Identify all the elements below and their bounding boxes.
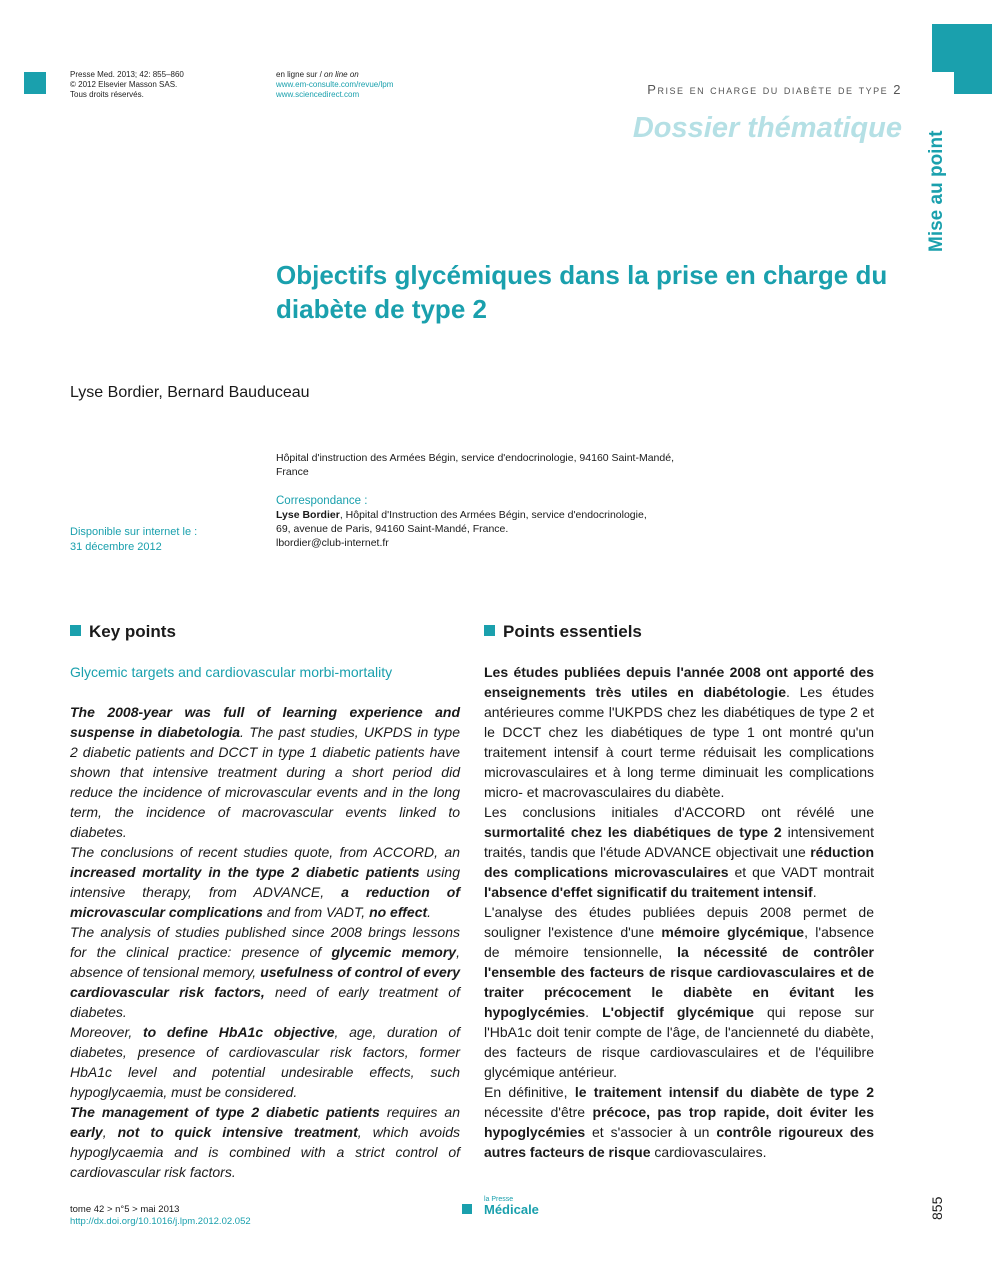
page-number (926, 1186, 948, 1222)
affiliation: Hôpital d'instruction des Armées Bégin, service d'endocrinologie, 94160 Saint-Mandé, France (276, 452, 674, 478)
points-essentiels-heading: Points essentiels (484, 622, 642, 642)
article-title: Objectifs glycémiques dans la prise en charge du diabète de type 2 (276, 260, 888, 324)
paragraph: Moreover, to define HbA1c objective, age, duration of diabetes, presence of cardiovascular risk factors, former HbA1c level and potential undesirable effects, such hypoglycaemia, must be considered. (70, 1024, 461, 1100)
paragraph: L'analyse des études publiées depuis 2008 permet de souligner l'existence d'une mémoire glycémique, l'absence de mémoire tensionnelle, la nécessité de contrôler l'ensemble des facteurs de risque cardiovasculaires et de traiter précocement le diabète en évitant les hypoglycémies. L'objectif glycémique qui repose sur l'HbA1c doit tenir compte de l'âge, de l'ancienneté du diabète, des facteurs de risque cardiovasculaires et de l'équilibre glycémique antérieur. (484, 904, 875, 1080)
key-points-heading: Key points (70, 622, 176, 642)
journal-reference (70, 70, 250, 100)
dossier-label: Dossier thématique (632, 112, 902, 144)
doi-link[interactable]: http://dx.doi.org/10.1016/j.lpm.2012.02.052 (70, 1216, 251, 1227)
paragraph: The 2008-year was full of learning experience and suspense in diabetologia. The past studies, UKPDS in type 2 diabetic patients and DCCT in type 1 diabetic patients have shown that intensive treatment during a short period did reduce the incidence of microvascular events and in the long term, the incidence of macrovascular events linked to diabetes. (70, 704, 460, 840)
authors: Lyse Bordier, Bernard Bauduceau (70, 384, 310, 401)
side-label-text: Mise au point (926, 130, 947, 252)
key-points-subheading: Glycemic targets and cardiovascular morbi-mortality (70, 664, 393, 680)
footer-reference (70, 1204, 251, 1228)
section-title: Prise en charge du diabète de type 2 (647, 82, 902, 97)
correspondence: Correspondance : Lyse Bordier, Hôpital d'Instruction des Armées Bégin, service d'endocrinologie, 69, avenue de Paris, 94160 Saint-Mandé, France. lbordier@club-internet.fr (276, 494, 696, 550)
availability-date: Disponible sur internet le : 31 décembre 2012 (70, 526, 198, 553)
paragraph: The analysis of studies published since 2008 brings lessons for the clinical practice: presence of glycemic memory, absence of tensional memory, usefulness of control of every cardiovascular risk factors, need of early treatment of diabetes. (70, 924, 460, 1020)
points-essentiels-body (484, 662, 874, 1162)
side-label (902, 120, 958, 260)
paragraph: En définitive, le traitement intensif du diabète de type 2 nécessite d'être précoce, pas trop rapide, doit éviter les hypoglycémies et s'associer à un contrôle rigoureux des autres facteurs de risque cardiovasculaires. (484, 1084, 874, 1160)
link-em-consulte[interactable]: www.em-consulte.com/revue/lpm (276, 80, 394, 89)
paragraph: Les études publiées depuis l'année 2008 ont apporté des enseignements très utiles en diabétologie. Les études antérieures comme l'UKPDS chez les diabétiques de type 2 et le DCCT chez les diabétiques de type 1 ont montré qu'un traitement intensif à court terme réduisait les complications microvasculaires et à long terme diminuait les complications micro- et macrovasculaires du diabète. (484, 664, 874, 800)
paragraph: Les conclusions initiales d'ACCORD ont révélé une surmortalité chez les diabétiques de type 2 intensivement traités, tandis que l'étude ADVANCE objectivait une réduction des complications microvasculaires et que VADT montrait l'absence d'effet significatif du traitement intensif. (484, 804, 874, 900)
link-sciencedirect[interactable]: www.sciencedirect.com (276, 90, 360, 99)
online-links (276, 70, 496, 100)
corner-tab-notch (932, 72, 954, 94)
paragraph: The management of type 2 diabetic patients requires an early, not to quick intensive treatment, which avoids hypoglycaemia and is combined with a strict control of cardiovascular risk factors. (70, 1104, 461, 1180)
logo-square-icon (462, 1204, 472, 1214)
correspondence-label: Correspondance : (276, 495, 368, 507)
bullet-square-icon (484, 625, 495, 636)
correspondence-email[interactable]: lbordier@club-internet.fr (276, 537, 389, 549)
bullet-square-icon (70, 625, 81, 636)
paragraph: The conclusions of recent studies quote, from ACCORD, an increased mortality in the type 2 diabetic patients using intensive therapy, from ADVANCE, a reduction of microvascular complications and from VADT, no effect. (70, 844, 460, 920)
online-label: en ligne sur / on line on (276, 70, 359, 79)
page-number-text: 855 (929, 1196, 945, 1220)
journal-line: © 2012 Elsevier Masson SAS. (70, 80, 178, 89)
issue-info: tome 42 > n°5 > mai 2013 (70, 1204, 180, 1215)
corner-square-left (24, 72, 46, 94)
journal-line: Presse Med. 2013; 42: 855–860 (70, 70, 184, 79)
key-points-body (70, 702, 460, 1182)
journal-line: Tous droits réservés. (70, 90, 144, 99)
